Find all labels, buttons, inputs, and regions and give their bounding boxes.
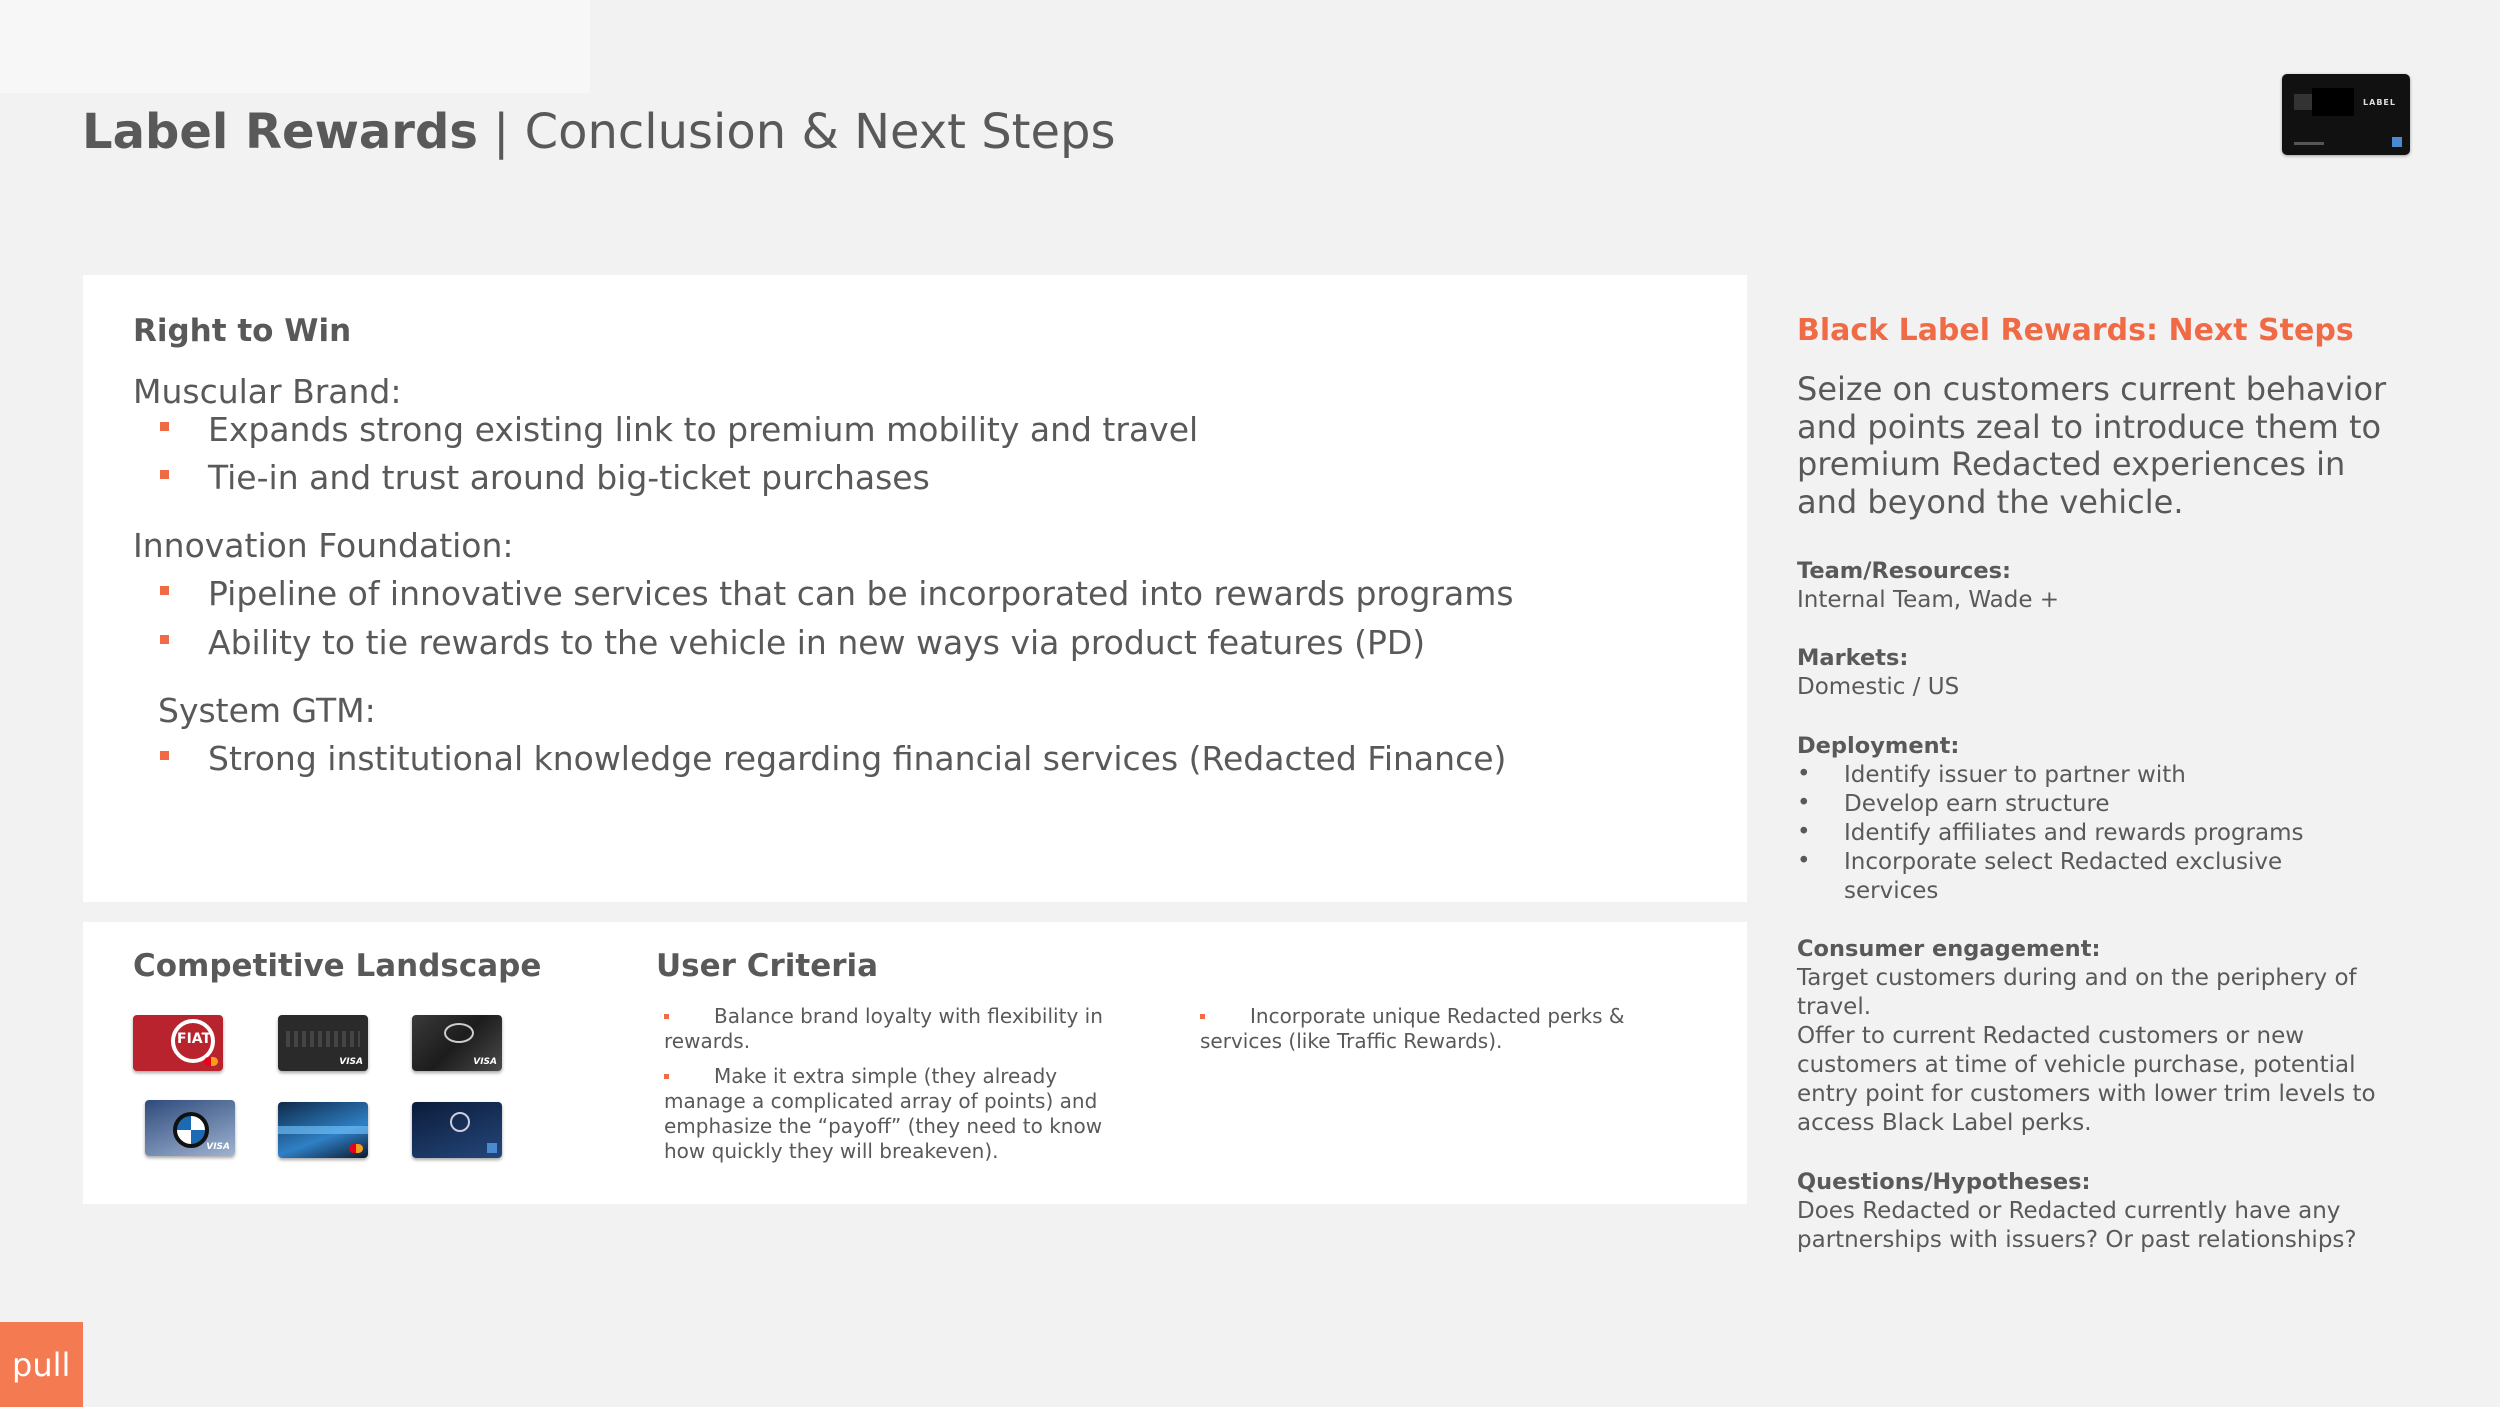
team-resources-label: Team/Resources:	[1797, 558, 2012, 584]
competitive-landscape-heading: Competitive Landscape	[133, 948, 542, 984]
card-chip-shade	[2294, 94, 2312, 110]
deployment-item: Develop earn structure	[1844, 791, 2110, 817]
visa-icon: VISA	[339, 1057, 363, 1067]
page-title	[82, 104, 1116, 160]
next-steps-title: Black Label Rewards: Next Steps	[1797, 313, 2354, 348]
list-item: Pipeline of innovative services that can be incorporated into rewards programs	[208, 574, 1514, 613]
questions-label: Questions/Hypotheses:	[1797, 1169, 2091, 1195]
user-criteria-item: Make it extra simple (they already manage a complicated array of points) and emphasize the “payoff” (they need to know how quickly they will breakeven).	[664, 1064, 1103, 1163]
right-to-win-heading: Right to Win	[133, 313, 352, 349]
card-chip	[2312, 88, 2354, 116]
capital-one-card	[278, 1102, 368, 1158]
black-card-thumbnail	[2282, 74, 2410, 155]
bullet-square	[160, 635, 169, 644]
card-network-icon	[2392, 137, 2402, 147]
mastercard-icon	[204, 1057, 218, 1066]
deployment-item: Identify affiliates and rewards programs	[1844, 820, 2304, 846]
card-fine-print	[2294, 142, 2324, 145]
bullet-dot: •	[1797, 848, 1811, 874]
list-item: Strong institutional knowledge regarding financial services (Redacted Finance)	[208, 739, 1507, 778]
user-criteria-item: Incorporate unique Redacted perks & services (like Traffic Rewards).	[1200, 1004, 1625, 1053]
list-item: Expands strong existing link to premium mobility and travel	[208, 410, 1199, 449]
bullet-square	[160, 470, 169, 479]
card-pattern	[286, 1031, 360, 1047]
consumer-engagement-label: Consumer engagement:	[1797, 936, 2101, 962]
toyota-logo-icon	[444, 1023, 474, 1043]
toyota-card	[412, 1015, 502, 1071]
list-item: Tie-in and trust around big-ticket purchases	[208, 458, 930, 497]
amex-icon	[487, 1143, 497, 1153]
section-title-innovation-foundation: Innovation Foundation:	[133, 526, 514, 565]
bullet-dot: •	[1797, 819, 1811, 845]
uber-card	[278, 1015, 368, 1071]
pull-logo	[0, 1322, 83, 1407]
page-title-rest: | Conclusion & Next Steps	[477, 104, 1116, 160]
section-title-muscular-brand: Muscular Brand:	[133, 372, 402, 411]
consumer-engagement-text-1: Target customers during and on the periphery of travel.	[1797, 965, 2357, 1020]
bmw-logo-icon	[173, 1112, 209, 1148]
page-title-bold: Label Rewards	[82, 104, 478, 160]
visa-icon: VISA	[206, 1142, 230, 1152]
markets-value: Domestic / US	[1797, 674, 1960, 700]
pull-logo-text: pull	[12, 1346, 71, 1384]
bullet-square	[160, 586, 169, 595]
user-criteria-item: Balance brand loyalty with flexibility in rewards.	[664, 1004, 1103, 1053]
card-label-text: LABEL	[2363, 98, 2396, 107]
deployment-item: Incorporate select Redacted exclusive services	[1844, 849, 2283, 904]
visa-icon: VISA	[473, 1057, 497, 1067]
list-item: Ability to tie rewards to the vehicle in new ways via product features (PD)	[208, 623, 1426, 662]
bullet-dot: •	[1797, 761, 1811, 787]
fiat-card	[133, 1015, 223, 1071]
header-strip	[0, 0, 590, 93]
team-resources-value: Internal Team, Wade +	[1797, 587, 2060, 613]
mastercard-icon	[349, 1144, 363, 1153]
fiat-wordmark: FIAT	[177, 1031, 212, 1047]
markets-label: Markets:	[1797, 645, 1909, 671]
user-criteria-heading: User Criteria	[656, 948, 879, 984]
mercedes-card	[412, 1102, 502, 1158]
deployment-label: Deployment:	[1797, 733, 1960, 759]
bmw-card	[145, 1100, 235, 1156]
card-stripe	[278, 1126, 368, 1134]
consumer-engagement-text-2: Offer to current Redacted customers or new customers at time of vehicle purchase, potential entry point for customers with lower trim levels to access Black Label perks.	[1797, 1023, 2376, 1136]
bullet-square	[160, 751, 169, 760]
section-title-system-gtm: System GTM:	[158, 691, 376, 730]
questions-text: Does Redacted or Redacted currently have any partnerships with issuers? Or past relationships?	[1797, 1198, 2357, 1253]
mercedes-logo-icon	[450, 1112, 470, 1132]
bullet-square	[160, 422, 169, 431]
deployment-item: Identify issuer to partner with	[1844, 762, 2186, 788]
next-steps-intro: Seize on customers current behavior and points zeal to introduce them to premium Redacted experiences in and beyond the vehicle.	[1797, 370, 2387, 521]
bullet-dot: •	[1797, 790, 1811, 816]
